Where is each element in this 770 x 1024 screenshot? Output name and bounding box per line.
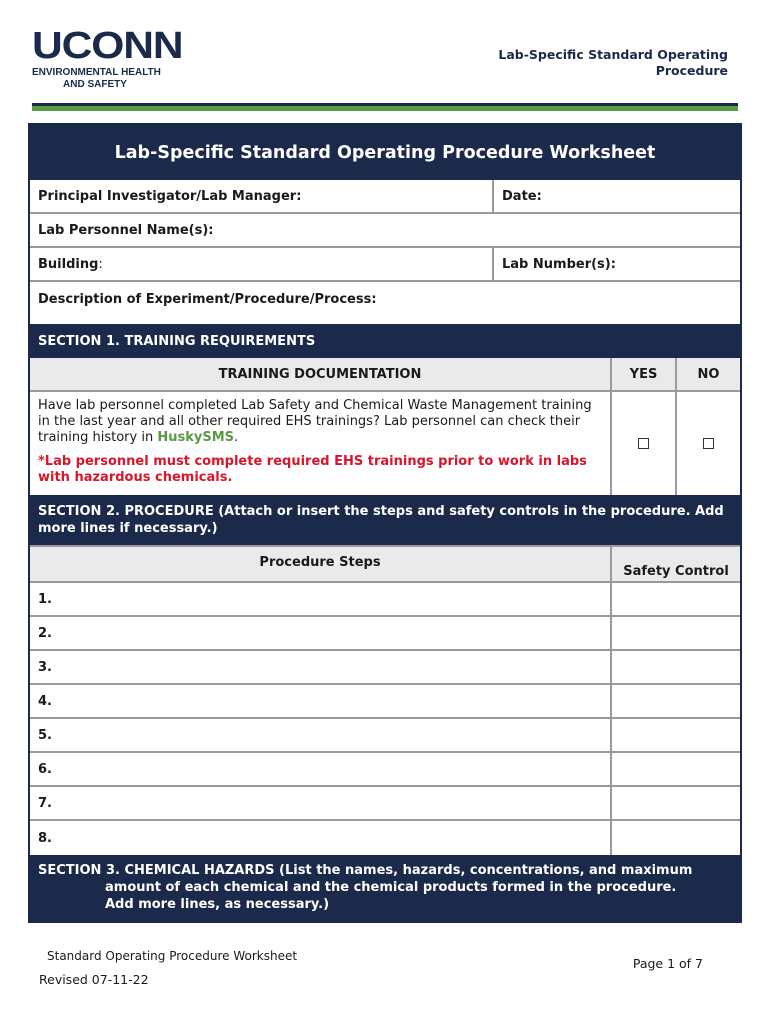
procedure-step-number: 8.: [38, 830, 52, 846]
personnel-field[interactable]: [30, 214, 740, 246]
description-field[interactable]: [30, 282, 740, 316]
procedure-step-row: [30, 685, 740, 719]
procedure-step-row: [30, 753, 740, 787]
husky-sms-link[interactable]: [157, 430, 234, 445]
husky-sms-link-part2: SMS: [202, 430, 234, 445]
no-cell: [677, 392, 740, 495]
section1-header: SECTION 1. TRAINING REQUIREMENTS: [30, 324, 740, 358]
uconn-ehs-logo: [32, 25, 183, 91]
training-question-body: Have lab personnel completed Lab Safety and Chemical Waste Management training in the last year and all other required EHS trainings? Lab personnel can check their training history in: [38, 398, 592, 445]
building-label: Building: [38, 256, 99, 272]
training-question-text: [38, 398, 602, 446]
procedure-header-row: [30, 545, 740, 583]
pi-label: Principal Investigator/Lab Manager:: [38, 188, 302, 204]
safety-control-field[interactable]: [612, 583, 740, 615]
section3-title-line2: amount of each chemical and the chemical products formed in the procedure.: [105, 880, 677, 895]
header-divider: [32, 103, 738, 111]
safety-control-field[interactable]: [612, 719, 740, 751]
training-question-end: .: [234, 430, 239, 445]
description-label: Description of Experiment/Procedure/Process:: [38, 291, 377, 307]
logo-subtitle-line2: AND SAFETY: [63, 79, 127, 90]
personnel-row: [30, 214, 740, 248]
logo-subtitle: [32, 67, 172, 91]
section3-title-line3: Add more lines, as necessary.): [105, 897, 330, 912]
section2-header: SECTION 2. PROCEDURE (Attach or insert the steps and safety controls in the procedure. Add more lines if necessary.): [30, 495, 740, 545]
header-doc-title-line2: Procedure: [655, 63, 728, 78]
building-colon: :: [98, 256, 103, 272]
procedure-step-number: 7.: [38, 795, 52, 811]
procedure-step-field[interactable]: [30, 651, 612, 683]
pi-field[interactable]: [30, 180, 494, 212]
logo-wordmark: UCONN: [32, 25, 183, 67]
training-warning: *Lab personnel must complete required EHS trainings prior to work in labs with hazardous chemicals.: [38, 454, 587, 485]
training-question-row: [30, 392, 740, 495]
safety-control-field[interactable]: [612, 753, 740, 785]
training-doc-header: TRAINING DOCUMENTATION: [30, 358, 612, 390]
procedure-step-field[interactable]: [30, 617, 612, 649]
sop-worksheet-form: [28, 123, 742, 923]
lab-number-label: Lab Number(s):: [502, 256, 616, 272]
pi-date-row: [30, 180, 740, 214]
header-divider-green: [32, 106, 738, 111]
training-header-row: [30, 358, 740, 392]
logo-subtitle-line1: ENVIRONMENTAL HEALTH: [32, 67, 161, 78]
procedure-step-number: 4.: [38, 693, 52, 709]
procedure-step-row: [30, 583, 740, 617]
safety-control-header: Safety Control: [623, 564, 729, 579]
no-header: NO: [697, 366, 720, 382]
yes-cell: [612, 392, 677, 495]
training-question: [30, 392, 612, 495]
procedure-step-field[interactable]: [30, 821, 612, 855]
procedure-step-number: 1.: [38, 591, 52, 607]
form-title: Lab-Specific Standard Operating Procedure Worksheet: [30, 125, 740, 180]
procedure-step-field[interactable]: [30, 753, 612, 785]
procedure-step-row: [30, 821, 740, 855]
procedure-step-row: [30, 651, 740, 685]
procedure-step-number: 6.: [38, 761, 52, 777]
footer-doc-name: Standard Operating Procedure Worksheet: [47, 949, 298, 963]
procedure-steps-header: Procedure Steps: [30, 547, 612, 581]
procedure-step-number: 5.: [38, 727, 52, 743]
procedure-step-field[interactable]: [30, 719, 612, 751]
safety-control-field[interactable]: [612, 787, 740, 819]
procedure-step-number: 2.: [38, 625, 52, 641]
procedure-step-field[interactable]: [30, 787, 612, 819]
description-row: [30, 282, 740, 324]
procedure-step-row: [30, 617, 740, 651]
procedure-step-row: [30, 787, 740, 821]
procedure-step-field[interactable]: [30, 685, 612, 717]
building-lab-row: [30, 248, 740, 282]
date-label: Date:: [502, 188, 542, 204]
footer-revised: Revised 07-11-22: [39, 972, 149, 987]
husky-sms-link-part1: Husky: [157, 430, 203, 445]
safety-control-field[interactable]: [612, 685, 740, 717]
yes-checkbox[interactable]: [638, 438, 649, 449]
building-field[interactable]: [30, 248, 494, 280]
header-doc-title: [448, 47, 728, 79]
procedure-steps-list: [30, 583, 740, 855]
personnel-label: Lab Personnel Name(s):: [38, 222, 214, 238]
yes-header: YES: [612, 358, 677, 390]
section3-header: [30, 855, 740, 921]
header-doc-title-line1: Lab-Specific Standard Operating: [498, 47, 728, 62]
safety-control-field[interactable]: [612, 617, 740, 649]
procedure-step-field[interactable]: [30, 583, 612, 615]
safety-control-field[interactable]: [612, 821, 740, 855]
procedure-step-row: [30, 719, 740, 753]
procedure-step-number: 3.: [38, 659, 52, 675]
date-field[interactable]: [494, 180, 740, 212]
no-checkbox[interactable]: [703, 438, 714, 449]
safety-control-field[interactable]: [612, 651, 740, 683]
lab-number-field[interactable]: [494, 248, 740, 280]
section3-title-line1: SECTION 3. CHEMICAL HAZARDS (List the names, hazards, concentrations, and maximum: [38, 863, 693, 878]
footer-page-number: Page 1 of 7: [632, 956, 703, 971]
